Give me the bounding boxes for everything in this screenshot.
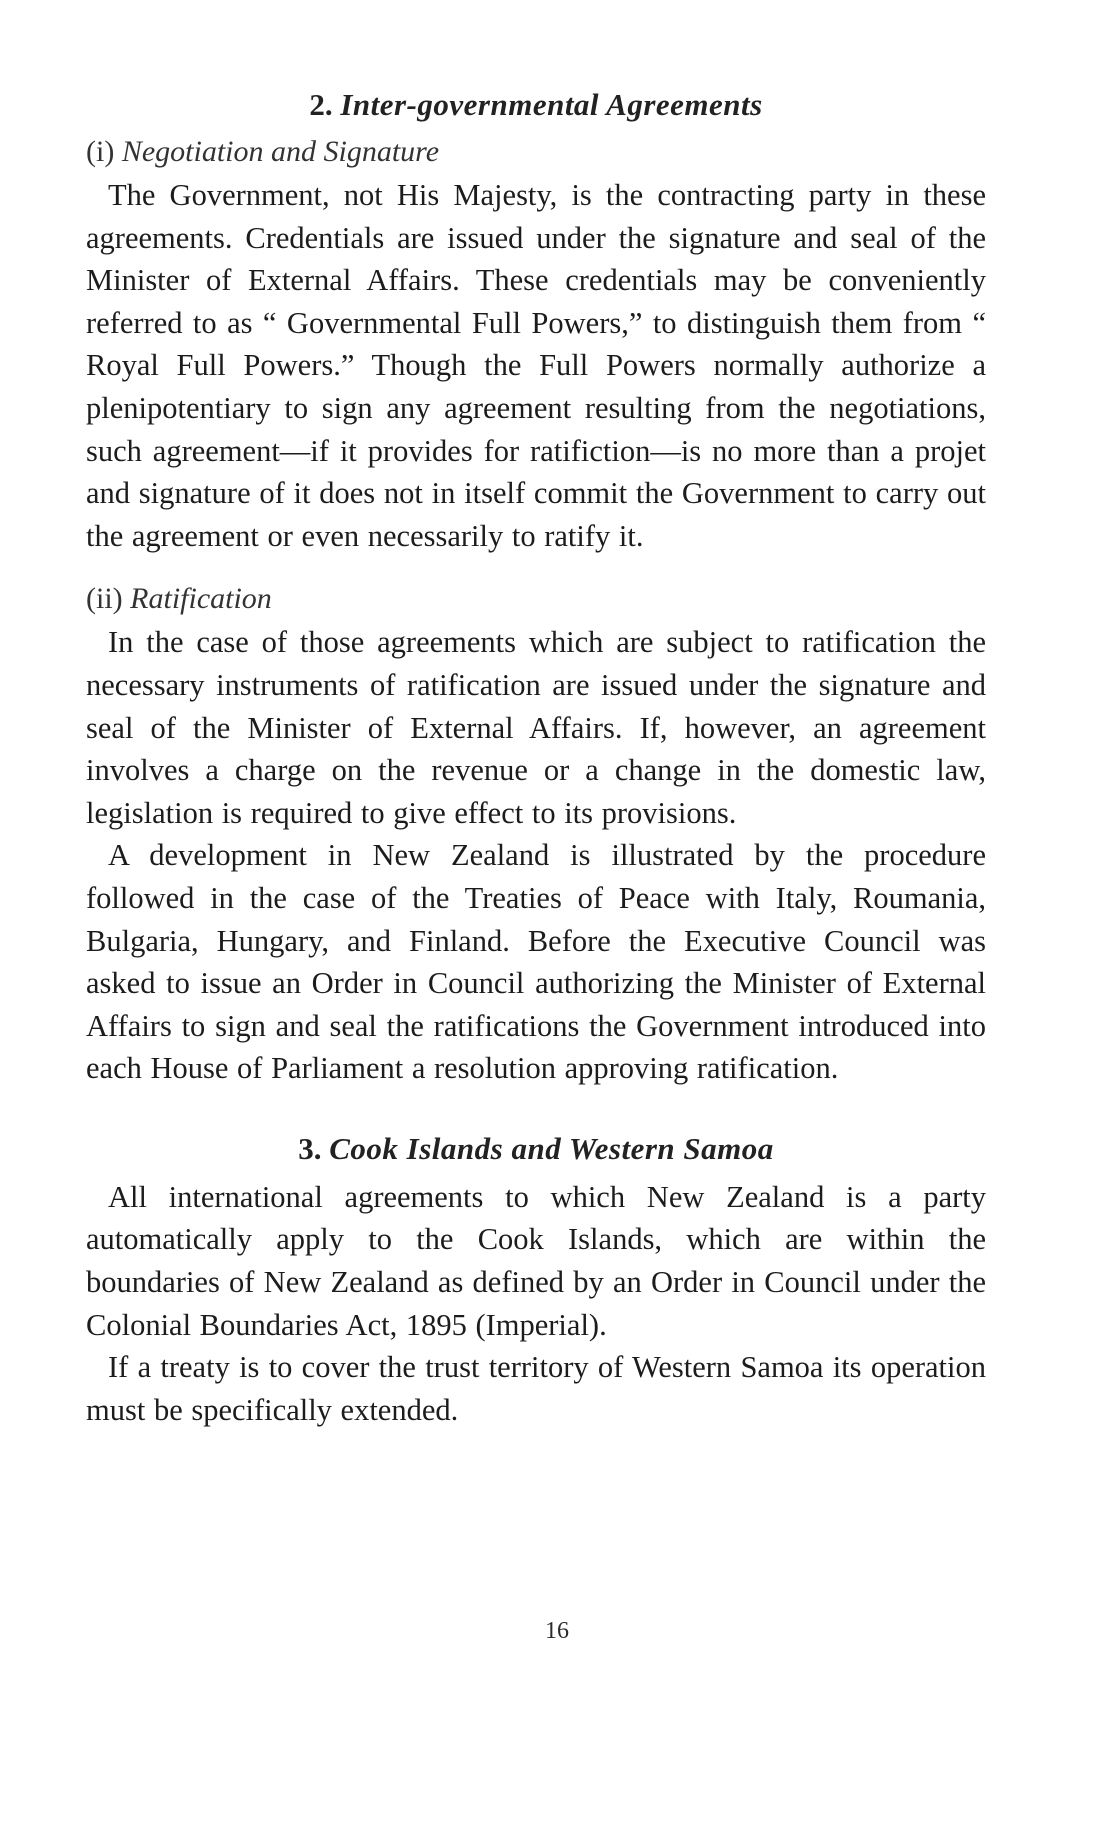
paragraph-western-samoa: If a treaty is to cover the trust territory of Western Samoa its operation must be specifically extended. — [86, 1350, 986, 1427]
section-title: Inter-governmental Agreements — [340, 87, 763, 122]
document-page — [86, 84, 986, 1431]
section-heading-2 — [86, 84, 986, 126]
section-number: 3. — [298, 1130, 322, 1166]
subsection-title: Ratification — [130, 582, 272, 616]
subsection-heading-ratification — [86, 579, 986, 619]
section-heading-3 — [86, 1128, 986, 1170]
paragraph-negotiation: The Government, not His Majesty, is the contracting party in these agreements. Credentials are issued under the signature and seal of the Minister of External Affairs. These credentials may be conveniently referred to as “ Governmental Full Powers,” to distinguish them from “ Royal Full Powers.” Though the Full Powers normally authorize a plenipotentiary to sign any agreement resulting from the negotiations, such agreement—if it provides for ratifiction—is no more than a projet and signature of it does not in itself commit the Government to carry out the agreement or even necessarily to ratify it. — [86, 178, 986, 553]
subsection-heading-negotiation — [86, 132, 986, 172]
paragraph-ratification-1: In the case of those agreements which are subject to ratification the necessary instruments of ratification are issued under the signature and seal of the Minister of External Affairs. If, however, an agreement involves a charge on the revenue or a change in the domestic law, legislation is required to give effect to its provisions. — [86, 625, 986, 830]
section-title: Cook Islands and Western Samoa — [329, 1130, 774, 1166]
paragraph-cook-islands: All international agreements to which New Zealand is a party automatically apply to the Cook Islands, which are within the boundaries of New Zealand as defined by an Order in Council under the Colonial Boundaries Act, 1895 (Imperial). — [86, 1179, 986, 1342]
section-number: 2. — [309, 87, 333, 122]
subsection-title: Negotiation and Signature — [121, 135, 440, 168]
subsection-number: (i) — [86, 135, 115, 168]
subsection-number: (ii) — [86, 582, 123, 616]
page-number: 16 — [545, 1618, 569, 1644]
paragraph-ratification-2: A development in New Zealand is illustrated by the procedure followed in the case of the Treaties of Peace with Italy, Roumania, Bulgaria, Hungary, and Finland. Before the Executive Council was asked to issue an Order in Council authorizing the Minister of External Affairs to sign and seal the ratifications the Government introduced into each House of Parliament a resolution approving ratification. — [86, 838, 986, 1086]
